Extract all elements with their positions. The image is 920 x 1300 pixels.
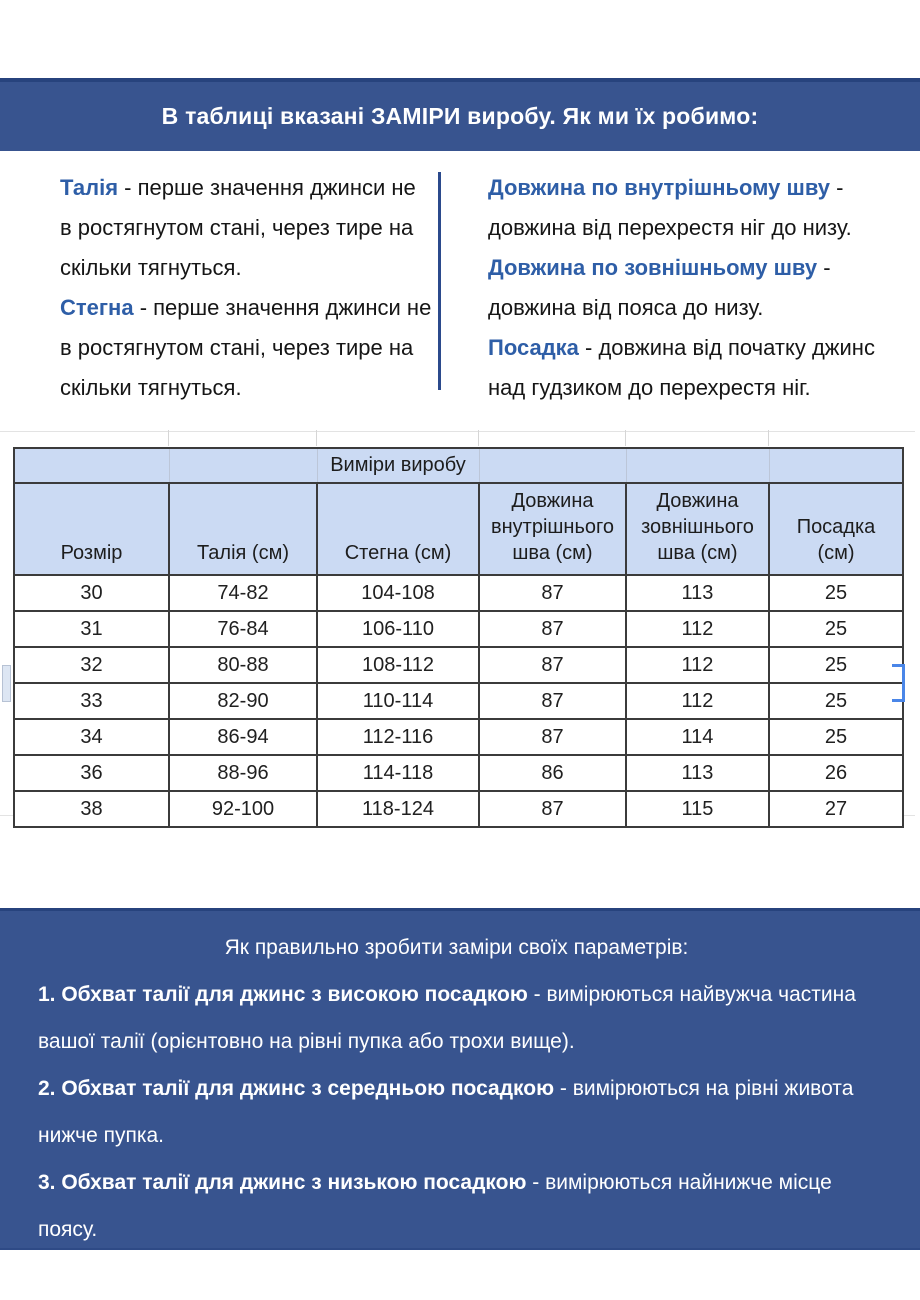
table-cell: 82-90: [169, 683, 317, 719]
sheet-gridline: [625, 430, 626, 446]
table-cell: 87: [479, 611, 626, 647]
group-cell: [14, 448, 169, 483]
table-cell: 26: [769, 755, 903, 791]
table-cell: 76-84: [169, 611, 317, 647]
table-row: [14, 719, 903, 755]
table-row: [14, 575, 903, 611]
table-row: [14, 647, 903, 683]
column-divider: [438, 172, 441, 390]
table-cell: 38: [14, 791, 169, 827]
selection-border: [892, 699, 905, 702]
table-cell: 25: [769, 683, 903, 719]
definition-outseam: [488, 248, 906, 328]
definition-taliya: [60, 168, 432, 288]
instructions-title: Як правильно зробити заміри своїх параметрів:: [224, 936, 689, 959]
column-header-rise: Посадка (см): [769, 483, 903, 575]
selection-border: [902, 664, 905, 702]
table-cell: 87: [479, 647, 626, 683]
table-cell: 87: [479, 575, 626, 611]
table-cell: 115: [626, 791, 769, 827]
table-cell: 80-88: [169, 647, 317, 683]
row-header-highlight: [2, 665, 11, 702]
table-cell: 87: [479, 791, 626, 827]
table-row: [14, 755, 903, 791]
sheet-gridline: [768, 430, 769, 446]
instruction-3: [38, 1159, 875, 1253]
table-cell: 112: [626, 683, 769, 719]
table-cell: 30: [14, 575, 169, 611]
definition-term: Стегна: [60, 295, 134, 320]
table-cell: 34: [14, 719, 169, 755]
table-group-header-row: [14, 448, 903, 483]
definition-rise: [488, 328, 906, 408]
instruction-term: 1. Обхват талії для джинс з високою посадкою: [38, 983, 528, 1006]
table-cell: 31: [14, 611, 169, 647]
definition-term: Довжина по зовнішньому шву: [488, 255, 818, 280]
instructions-section: [0, 908, 920, 1288]
instruction-2: [38, 1065, 875, 1159]
column-header-taliya: Талія (см): [169, 483, 317, 575]
table-cell: 27: [769, 791, 903, 827]
size-table: [13, 447, 904, 828]
definition-text: - довжина від перехрестя ніг до низу.: [488, 175, 852, 240]
table-cell: 114-118: [317, 755, 479, 791]
table-cell: 25: [769, 611, 903, 647]
table-cell: 87: [479, 683, 626, 719]
group-cell: [479, 448, 626, 483]
instruction-term: 4. Обхват стегон: [38, 1265, 210, 1288]
table-cell: 32: [14, 647, 169, 683]
definitions-right-column: [488, 168, 906, 408]
instruction-term: 2. Обхват талії для джинс з середньою посадкою: [38, 1077, 555, 1100]
table-row: [14, 791, 903, 827]
table-cell: 114: [626, 719, 769, 755]
table-cell: 110-114: [317, 683, 479, 719]
definition-text: - довжина від початку джинс над гудзиком до перехрестя ніг.: [488, 335, 875, 400]
table-columns-row: [14, 483, 903, 575]
size-table-area: [13, 430, 902, 822]
table-cell: 106-110: [317, 611, 479, 647]
instruction-text: - вимірюються найвужча частина вашої талії (орієнтовно на рівні пупка або трохи вище).: [38, 983, 856, 1053]
table-cell: 112: [626, 611, 769, 647]
definition-text: - перше значення джинси не в ростягнутом стані, через тире на скільки тягнуться.: [60, 175, 416, 280]
column-header-stehna: Стегна (см): [317, 483, 479, 575]
instruction-term: 3. Обхват талії для джинс з низькою посадкою: [38, 1171, 527, 1194]
table-row-selected: [14, 683, 903, 719]
table-group-title: Виміри виробу: [317, 448, 479, 483]
sheet-gridline: [316, 430, 317, 446]
table-cell: 86: [479, 755, 626, 791]
definition-inseam: [488, 168, 906, 248]
definition-term: Талія: [60, 175, 119, 200]
definition-term: Посадка: [488, 335, 579, 360]
table-cell: 25: [769, 719, 903, 755]
definition-term: Довжина по внутрішньому шву: [488, 175, 831, 200]
definitions-section: [0, 168, 920, 420]
table-cell: 86-94: [169, 719, 317, 755]
table-cell: 36: [14, 755, 169, 791]
table-cell: 87: [479, 719, 626, 755]
table-cell: 113: [626, 755, 769, 791]
page-title: В таблиці вказані ЗАМІРИ виробу. Як ми їх робимо:: [161, 103, 759, 129]
table-cell: 108-112: [317, 647, 479, 683]
group-cell: [769, 448, 903, 483]
sheet-gridline: [168, 430, 169, 446]
instruction-4: [38, 1253, 875, 1300]
group-cell: [626, 448, 769, 483]
table-cell: 25: [769, 647, 903, 683]
table-cell: 112-116: [317, 719, 479, 755]
definition-stehna: [60, 288, 432, 408]
column-header-inseam: Довжина внутрішнього шва (см): [479, 483, 626, 575]
table-row: [14, 611, 903, 647]
selection-border: [892, 664, 905, 667]
table-cell: 104-108: [317, 575, 479, 611]
column-header-outseam: Довжина зовнішнього шва (см): [626, 483, 769, 575]
definition-text: - довжина від пояса до низу.: [488, 255, 831, 320]
column-header-rozmir: Розмір: [14, 483, 169, 575]
definitions-left-column: [60, 168, 432, 408]
table-cell: 88-96: [169, 755, 317, 791]
header-band: [0, 78, 920, 151]
table-cell: 118-124: [317, 791, 479, 827]
table-cell: 112: [626, 647, 769, 683]
sheet-gridline: [478, 430, 479, 446]
table-cell: 25: [769, 575, 903, 611]
table-cell: 33: [14, 683, 169, 719]
instruction-text: - вимірюється лінія найширшої частини стегон.: [209, 1265, 675, 1288]
instruction-text: - вимірюються на рівні живота нижче пупка.: [38, 1077, 854, 1147]
sheet-gridline: [0, 431, 915, 432]
group-cell: [169, 448, 317, 483]
table-cell: 92-100: [169, 791, 317, 827]
table-cell: 74-82: [169, 575, 317, 611]
instruction-text: - вимірюються найнижче місце поясу.: [38, 1171, 832, 1241]
definition-text: - перше значення джинси не в ростягнутом стані, через тире на скільки тягнуться.: [60, 295, 432, 400]
table-cell: 113: [626, 575, 769, 611]
instruction-1: [38, 971, 875, 1065]
selection-bracket: [892, 664, 905, 702]
